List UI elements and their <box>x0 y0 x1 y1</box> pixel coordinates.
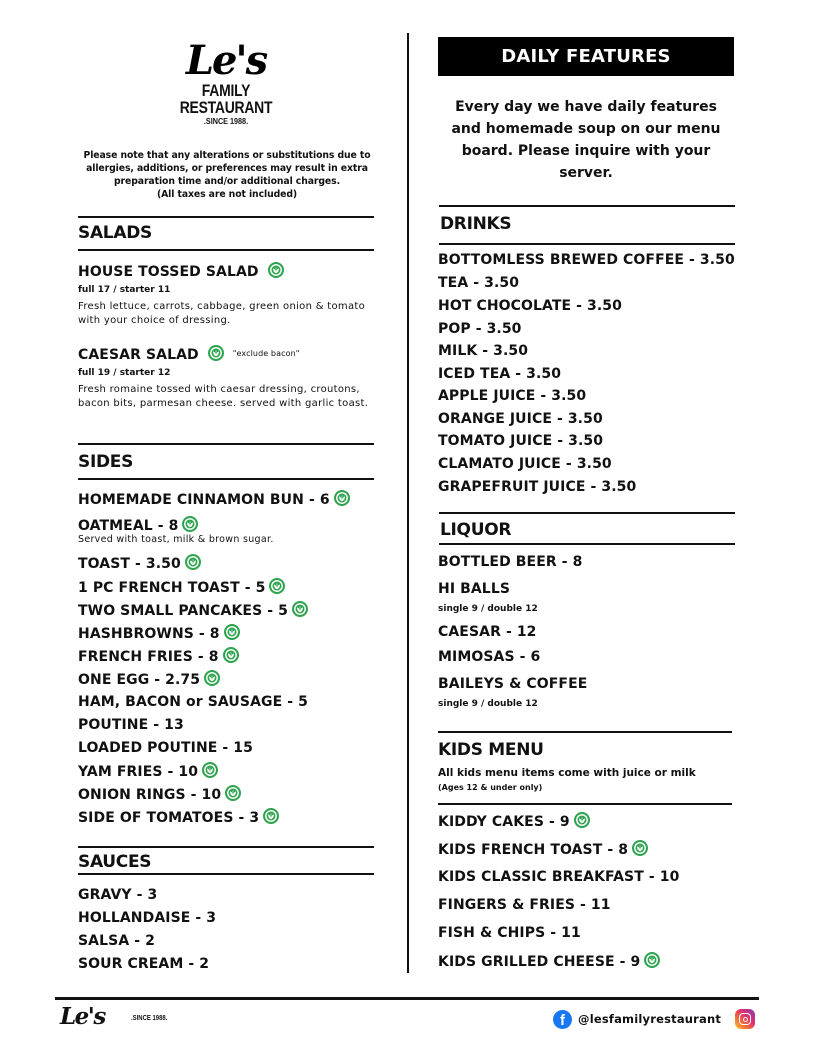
item-description: Fresh lettuce, carrots, cabbage, green onion & tomato with your choice of dressing. <box>78 301 366 326</box>
menu-item-kids-classic-breakfast <box>438 868 679 886</box>
item-label: ONE EGG - 2.75 <box>78 672 201 688</box>
item-prices: single 9 / double 12 <box>438 699 538 709</box>
item-label: GRAPEFRUIT JUICE - 3.50 <box>438 479 637 495</box>
menu-item-baileys-coffee: BAILEYS & COFFEE <box>438 676 588 692</box>
item-prices: single 9 / double 12 <box>438 604 538 614</box>
item-label: FINGERS & FRIES - 11 <box>438 897 611 913</box>
menu-item-side-of-tomatoes <box>78 808 279 827</box>
item-label: YAM FRIES - 10 <box>78 764 199 780</box>
vegetarian-leaf-icon <box>334 490 350 506</box>
vegetarian-leaf-icon <box>182 516 198 532</box>
social-handle[interactable]: @lesfamilyrestaurant <box>578 1012 722 1026</box>
daily-features-banner: DAILY FEATURES <box>438 37 734 76</box>
item-label: POUTINE - 13 <box>78 717 184 733</box>
item-label: HASHBROWNS - 8 <box>78 626 220 642</box>
item-label: CLAMATO JUICE - 3.50 <box>438 456 612 472</box>
logo-line-restaurant: RESTAURANT <box>179 98 273 117</box>
item-description: Fresh romaine tossed with caesar dressing, croutons, bacon bits, parmesan cheese. served with garlic toast. <box>78 384 369 409</box>
item-label: KIDDY CAKES - 9 <box>438 814 570 830</box>
item-label: ONION RINGS - 10 <box>78 787 222 803</box>
menu-item-fingers-fries <box>438 896 611 914</box>
menu-item-pop <box>438 320 522 338</box>
item-label: MILK - 3.50 <box>438 343 529 359</box>
menu-item-house-salad <box>78 262 284 281</box>
menu-item-kids-grilled-cheese <box>438 952 660 971</box>
column-divider <box>407 33 409 973</box>
section-title-kids: KIDS MENU <box>438 740 544 760</box>
menu-item-iced-tea <box>438 365 561 383</box>
menu-item-loaded-poutine <box>78 739 253 757</box>
section-rule <box>439 243 735 245</box>
logo-since: .SINCE 1988. <box>203 116 249 126</box>
menu-item-sour-cream: SOUR CREAM - 2 <box>78 956 210 972</box>
section-rule <box>78 249 374 251</box>
item-label: KIDS FRENCH TOAST - 8 <box>438 842 629 858</box>
menu-item-kids-french-toast <box>438 840 648 859</box>
logo-line-family: FAMILY <box>201 81 251 100</box>
menu-item-bottled-beer: BOTTLED BEER - 8 <box>438 554 583 570</box>
vegetarian-leaf-icon <box>269 578 285 594</box>
item-label: ORANGE JUICE - 3.50 <box>438 411 603 427</box>
item-name: CAESAR SALAD <box>78 347 199 363</box>
section-title-sauces: SAUCES <box>78 852 152 872</box>
menu-item-orange-juice <box>438 410 603 428</box>
section-title-liquor: LIQUOR <box>440 520 512 540</box>
menu-item-kiddy-cakes <box>438 812 590 831</box>
menu-item-homemade-cinnamon-bun <box>78 490 350 509</box>
vegetarian-leaf-icon <box>202 762 218 778</box>
kids-subtitle: All kids menu items come with juice or milk <box>438 767 696 779</box>
vegetarian-leaf-icon <box>263 808 279 824</box>
menu-item-caesar: CAESAR - 12 <box>438 624 537 640</box>
daily-features-text: Every day we have daily features and homemade soup on our menu board. Please inquire with your server. <box>451 99 721 181</box>
restaurant-logo <box>88 37 364 127</box>
menu-item-bottomless-brewed-coffee <box>438 251 735 269</box>
section-rule <box>78 216 374 218</box>
menu-item-hot-chocolate <box>438 297 622 315</box>
section-rule <box>78 478 374 480</box>
menu-item-poutine <box>78 716 184 734</box>
taxes-note: (All taxes are not included) <box>156 189 298 200</box>
vegetarian-leaf-icon <box>223 647 239 663</box>
item-label: HAM, BACON or SAUSAGE - 5 <box>78 694 308 710</box>
footer-rule <box>55 997 759 1000</box>
vegetarian-leaf-icon <box>268 262 284 278</box>
item-label: TWO SMALL PANCAKES - 5 <box>78 603 288 619</box>
menu-item-fish-chips <box>438 924 581 942</box>
vegetarian-leaf-icon <box>292 601 308 617</box>
notice-text: Please note that any alterations or substitutions due to allergies, additions, or preferences may result in extra preparation time and/or additional charges. <box>83 150 371 187</box>
section-rule <box>78 846 374 848</box>
item-label: KIDS GRILLED CHEESE - 9 <box>438 954 641 970</box>
menu-item-grapefruit-juice <box>438 478 636 496</box>
footer-since: .SINCE 1988. <box>131 1015 168 1022</box>
item-label: 1 PC FRENCH TOAST - 5 <box>78 580 266 596</box>
menu-item-hi-balls: HI BALLS <box>438 581 511 597</box>
menu-item-onion-rings <box>78 785 241 804</box>
menu-item-1-pc-french-toast <box>78 578 285 597</box>
item-note: "exclude bacon" <box>232 349 300 358</box>
menu-item-mimosas: MIMOSAS - 6 <box>438 649 541 665</box>
menu-item-two-small-pancakes <box>78 601 308 620</box>
item-label: POP - 3.50 <box>438 321 522 337</box>
menu-item-hollandaise: HOLLANDAISE - 3 <box>78 910 217 926</box>
section-title-sides: SIDES <box>78 452 134 472</box>
logo-script-name: Le's <box>185 37 267 84</box>
footer-logo: Le's <box>60 1003 105 1030</box>
menu-item-tea <box>438 274 519 292</box>
item-label: FISH & CHIPS - 11 <box>438 925 581 941</box>
vegetarian-leaf-icon <box>632 840 648 856</box>
menu-item-salsa: SALSA - 2 <box>78 933 155 949</box>
instagram-icon[interactable] <box>735 1009 755 1029</box>
vegetarian-leaf-icon <box>185 554 201 570</box>
section-rule <box>438 731 732 733</box>
item-prices: full 17 / starter 11 <box>78 285 171 295</box>
item-prices: full 19 / starter 12 <box>78 368 171 378</box>
section-rule <box>439 512 735 514</box>
menu-item-yam-fries <box>78 762 218 781</box>
item-label: LOADED POUTINE - 15 <box>78 740 253 756</box>
menu-item-clamato-juice <box>438 455 612 473</box>
item-label: HOT CHOCOLATE - 3.50 <box>438 298 622 314</box>
facebook-icon[interactable]: f <box>553 1010 572 1029</box>
menu-item-milk <box>438 342 528 360</box>
item-label: APPLE JUICE - 3.50 <box>438 388 587 404</box>
section-rule <box>439 543 735 545</box>
item-description: Served with toast, milk & brown sugar. <box>78 534 274 545</box>
item-label: TOMATO JUICE - 3.50 <box>438 433 604 449</box>
section-rule <box>78 873 374 875</box>
menu-item-french-fries <box>78 647 239 666</box>
vegetarian-leaf-icon <box>574 812 590 828</box>
menu-item-one-egg <box>78 670 220 689</box>
menu-item-hashbrowns <box>78 624 240 643</box>
vegetarian-leaf-icon <box>208 345 224 361</box>
menu-item-ham-bacon-or-sausage <box>78 693 308 711</box>
section-rule <box>78 443 374 445</box>
vegetarian-leaf-icon <box>225 785 241 801</box>
vegetarian-leaf-icon <box>644 952 660 968</box>
item-label: OATMEAL - 8 <box>78 518 179 534</box>
menu-item-apple-juice <box>438 387 586 405</box>
section-rule <box>439 205 735 207</box>
item-label: BOTTOMLESS BREWED COFFEE - 3.50 <box>438 252 735 268</box>
menu-item-toast <box>78 554 201 573</box>
vegetarian-leaf-icon <box>224 624 240 640</box>
item-label: TEA - 3.50 <box>438 275 520 291</box>
item-label: SIDE OF TOMATOES - 3 <box>78 810 260 826</box>
item-label: HOMEMADE CINNAMON BUN - 6 <box>78 492 330 508</box>
vegetarian-leaf-icon <box>204 670 220 686</box>
menu-item-gravy: GRAVY - 3 <box>78 887 158 903</box>
section-rule <box>438 803 732 805</box>
item-label: FRENCH FRIES - 8 <box>78 649 219 665</box>
section-title-salads: SALADS <box>78 223 152 243</box>
item-name: HOUSE TOSSED SALAD <box>78 264 259 280</box>
alterations-notice <box>78 149 376 201</box>
menu-item-tomato-juice <box>438 432 603 450</box>
item-label: TOAST - 3.50 <box>78 556 181 572</box>
kids-age-note: (Ages 12 & under only) <box>438 783 543 792</box>
item-label: KIDS CLASSIC BREAKFAST - 10 <box>438 869 680 885</box>
menu-item-caesar-salad <box>78 345 300 364</box>
item-label: ICED TEA - 3.50 <box>438 366 562 382</box>
section-title-drinks: DRINKS <box>440 214 512 234</box>
